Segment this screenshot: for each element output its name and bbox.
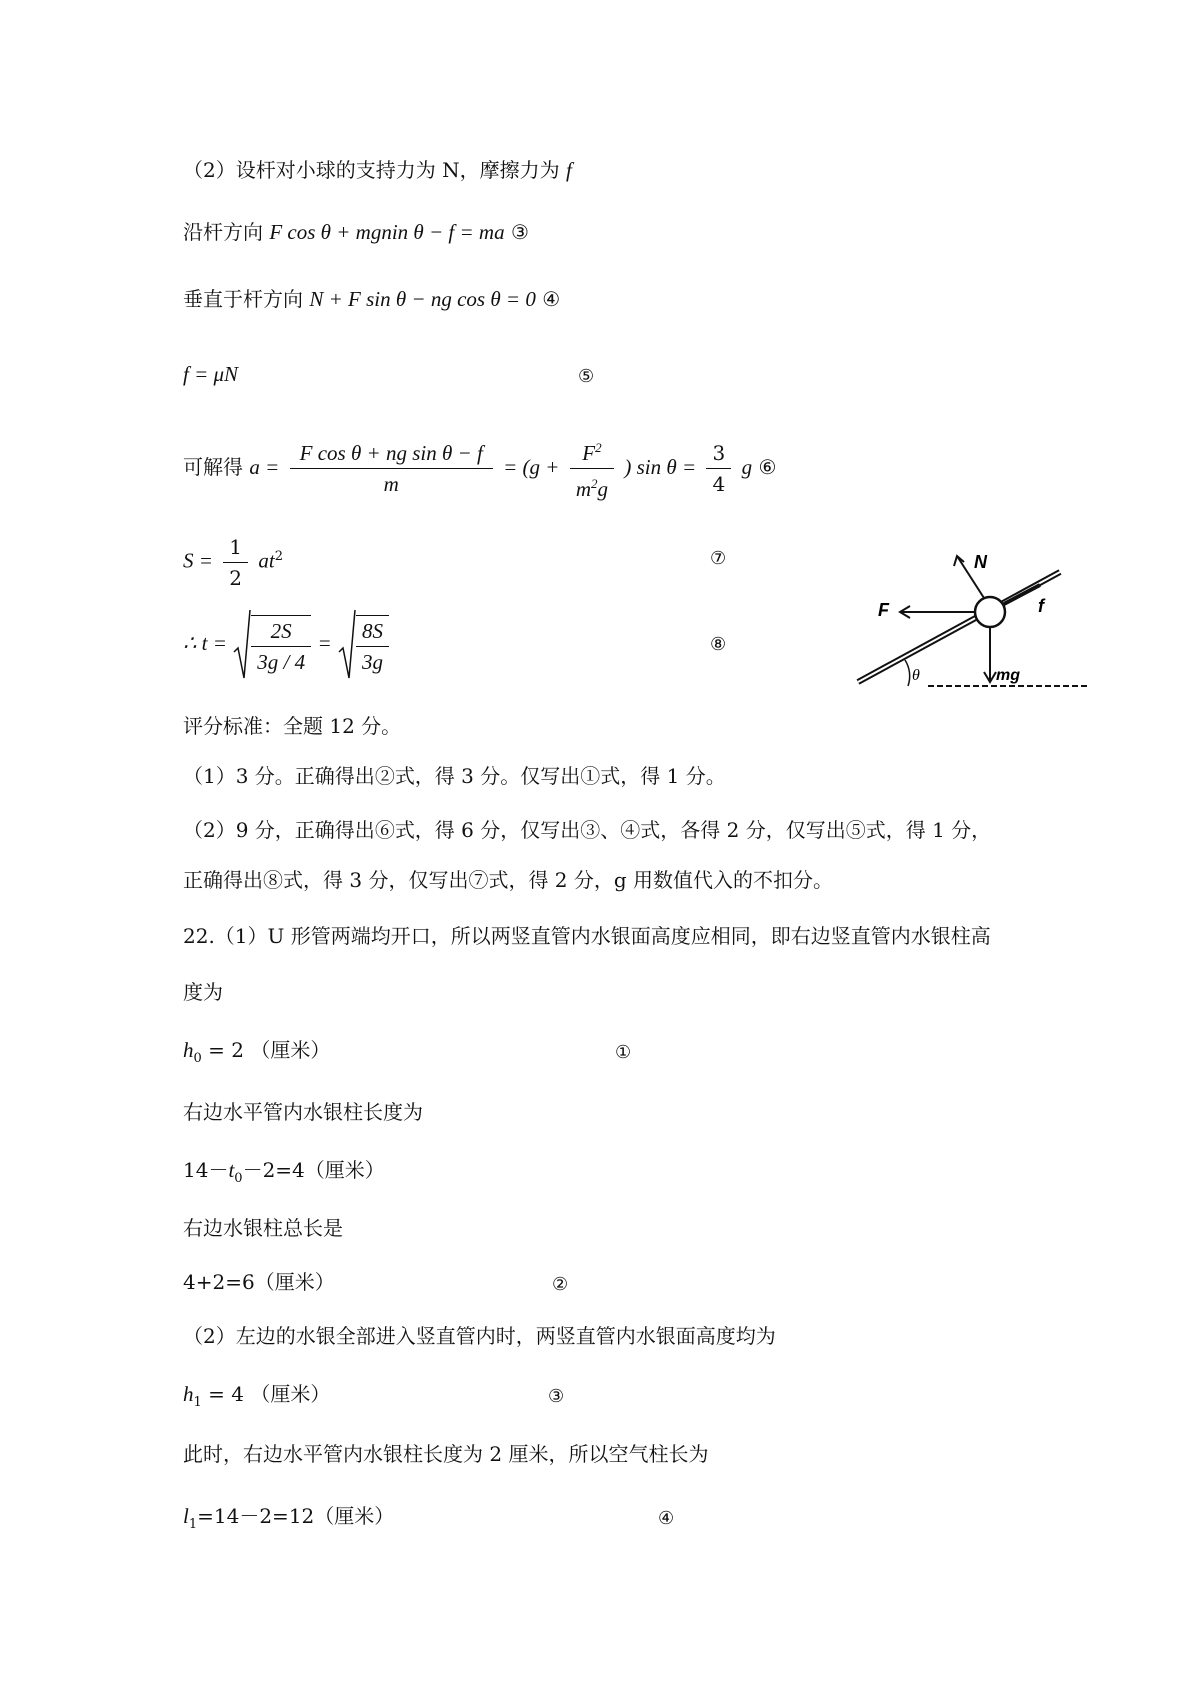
line-perpendicular [183, 285, 560, 313]
sqrt-2 [338, 608, 389, 682]
sub: 1 [188, 1517, 198, 1532]
score-part-2 [183, 816, 991, 844]
text: 垂直于杆方向 [183, 287, 303, 311]
text: 正确得出 [183, 868, 263, 892]
label-N: N [974, 552, 987, 572]
denominator [570, 469, 614, 504]
score-title: 评分标准：全题 12 分。 [183, 714, 402, 738]
line-acceleration [183, 432, 776, 504]
sup: 2 [595, 440, 602, 455]
text: 14－ [183, 1158, 229, 1182]
circled-1: ① [615, 1042, 632, 1063]
t-eq: ∴ t = [183, 631, 227, 655]
q22-line-5: 右边水银柱总长是 [183, 1216, 343, 1240]
denominator: 3g [361, 650, 383, 674]
text: －2=4（厘米） [242, 1158, 385, 1182]
q22-line-3: 右边水平管内水银柱长度为 [183, 1100, 423, 1124]
q22-h1 [183, 1380, 330, 1417]
circled-3: ③ [510, 220, 529, 244]
circled-3: ③ [580, 818, 601, 842]
text: 式，得 1 分。 [600, 764, 726, 788]
fraction-3 [706, 438, 731, 499]
denominator: m [383, 472, 399, 496]
fraction [251, 615, 311, 677]
text: 可解得 [183, 455, 243, 479]
sup: 2 [274, 549, 283, 564]
line-along-rod [183, 218, 529, 246]
sup: 2 [591, 476, 598, 491]
sub: 0 [234, 1171, 243, 1186]
l: l [183, 1504, 189, 1528]
value: =14－2=12（厘米） [197, 1504, 395, 1528]
sqrt-1 [233, 608, 311, 682]
fraction-2 [570, 433, 614, 504]
h: h [183, 1038, 194, 1062]
radical-sign [338, 608, 356, 682]
denominator: 2 [229, 565, 243, 590]
line-friction [183, 360, 238, 388]
q22-line-7: （2）左边的水银全部进入竖直管内时，两竖直管内水银面高度均为 [183, 1324, 776, 1348]
sub: 0 [193, 1051, 202, 1066]
mid-1: = (g + [503, 455, 560, 479]
circled-2: ② [552, 1274, 569, 1295]
q22-line-6: 4+2=6（厘米） [183, 1270, 335, 1294]
text: 式，得 2 分，g 用数值代入的不扣分。 [488, 868, 834, 892]
equation: N + F sin θ − ng cos θ = 0 [309, 287, 536, 311]
fraction-1 [290, 438, 493, 499]
numerator: 1 [223, 532, 248, 563]
F: F [582, 441, 596, 465]
label-theta: θ [912, 667, 920, 684]
text: （1）3 分。正确得出 [183, 764, 375, 788]
text: 式，得 3 分。仅写出 [394, 764, 581, 788]
text: （2）设杆对小球的支持力为 N，摩擦力为 [183, 158, 560, 182]
equals: = [317, 631, 332, 655]
q22-line-8: 此时，右边水平管内水银柱长度为 2 厘米，所以空气柱长为 [183, 1442, 709, 1466]
sub: 1 [193, 1395, 202, 1410]
m: m [575, 477, 592, 501]
mid-2: ) sin θ = [624, 455, 697, 479]
text: 式，得 1 分， [865, 818, 992, 842]
circled-6: ⑥ [758, 455, 777, 479]
circled-6: ⑥ [374, 818, 395, 842]
q22-l1 [183, 1502, 394, 1539]
circled-2: ② [374, 764, 395, 788]
numerator: 2S [251, 616, 311, 647]
circled-5: ⑤ [578, 366, 595, 387]
q22-line-2: 度为 [183, 980, 223, 1004]
symbol-f: f [565, 158, 572, 182]
line-displacement [183, 522, 283, 596]
q22-h0 [183, 1036, 330, 1073]
ball [975, 597, 1005, 627]
equation: F cos θ + mgnin θ − f = ma [269, 220, 505, 244]
value: = 2 （厘米） [208, 1038, 331, 1062]
circled-7: ⑦ [468, 868, 489, 892]
score-part-3 [183, 866, 833, 894]
numerator: 3 [706, 438, 731, 469]
denominator: 3g / 4 [257, 650, 306, 674]
g: g [597, 477, 609, 501]
circled-8: ⑧ [263, 868, 283, 892]
line-time [183, 606, 389, 682]
label-mg: mg [996, 667, 1020, 684]
circled-4: ④ [620, 818, 641, 842]
numerator [570, 433, 614, 469]
numerator: F cos θ + ng sin θ − f [290, 438, 493, 469]
label-f: f [1038, 596, 1044, 616]
circled-3: ③ [548, 1386, 565, 1407]
a-eq: a = [249, 455, 280, 479]
text: 沿杆方向 [183, 220, 263, 244]
fraction [356, 615, 389, 677]
S-eq: S = [183, 548, 213, 573]
text: 式，得 6 分，仅写出 [394, 818, 581, 842]
t: t [228, 1158, 235, 1182]
text: 式，各得 2 分，仅写出 [640, 818, 846, 842]
arrow-f [1004, 585, 1040, 604]
fraction-half [223, 532, 248, 593]
circled-5: ⑤ [845, 818, 866, 842]
q22-line-1: 22.（1）U 形管两端均开口，所以两竖直管内水银面高度应相同，即右边竖直管内水银柱高 [183, 924, 991, 948]
angle-arc [905, 660, 910, 686]
text: （2）9 分，正确得出 [183, 818, 375, 842]
circled-4: ④ [658, 1508, 675, 1529]
numerator: 8S [356, 616, 389, 647]
score-part-1 [183, 762, 726, 790]
denominator: 4 [712, 472, 726, 496]
text: 、 [600, 818, 621, 842]
g: g [741, 455, 753, 479]
q22-line-4 [183, 1156, 385, 1193]
line-support-force [183, 156, 572, 184]
h: h [183, 1382, 194, 1406]
circled-7: ⑦ [710, 548, 727, 569]
radical-sign [233, 608, 251, 682]
text: 式，得 3 分，仅写出 [283, 868, 469, 892]
circled-1: ① [580, 764, 601, 788]
force-diagram [850, 548, 1090, 708]
at: at [258, 548, 275, 573]
equation: f = μN [183, 362, 239, 386]
circled-8: ⑧ [710, 634, 727, 655]
value: = 4 （厘米） [208, 1382, 331, 1406]
label-F: F [878, 600, 889, 620]
circled-4: ④ [542, 287, 561, 311]
